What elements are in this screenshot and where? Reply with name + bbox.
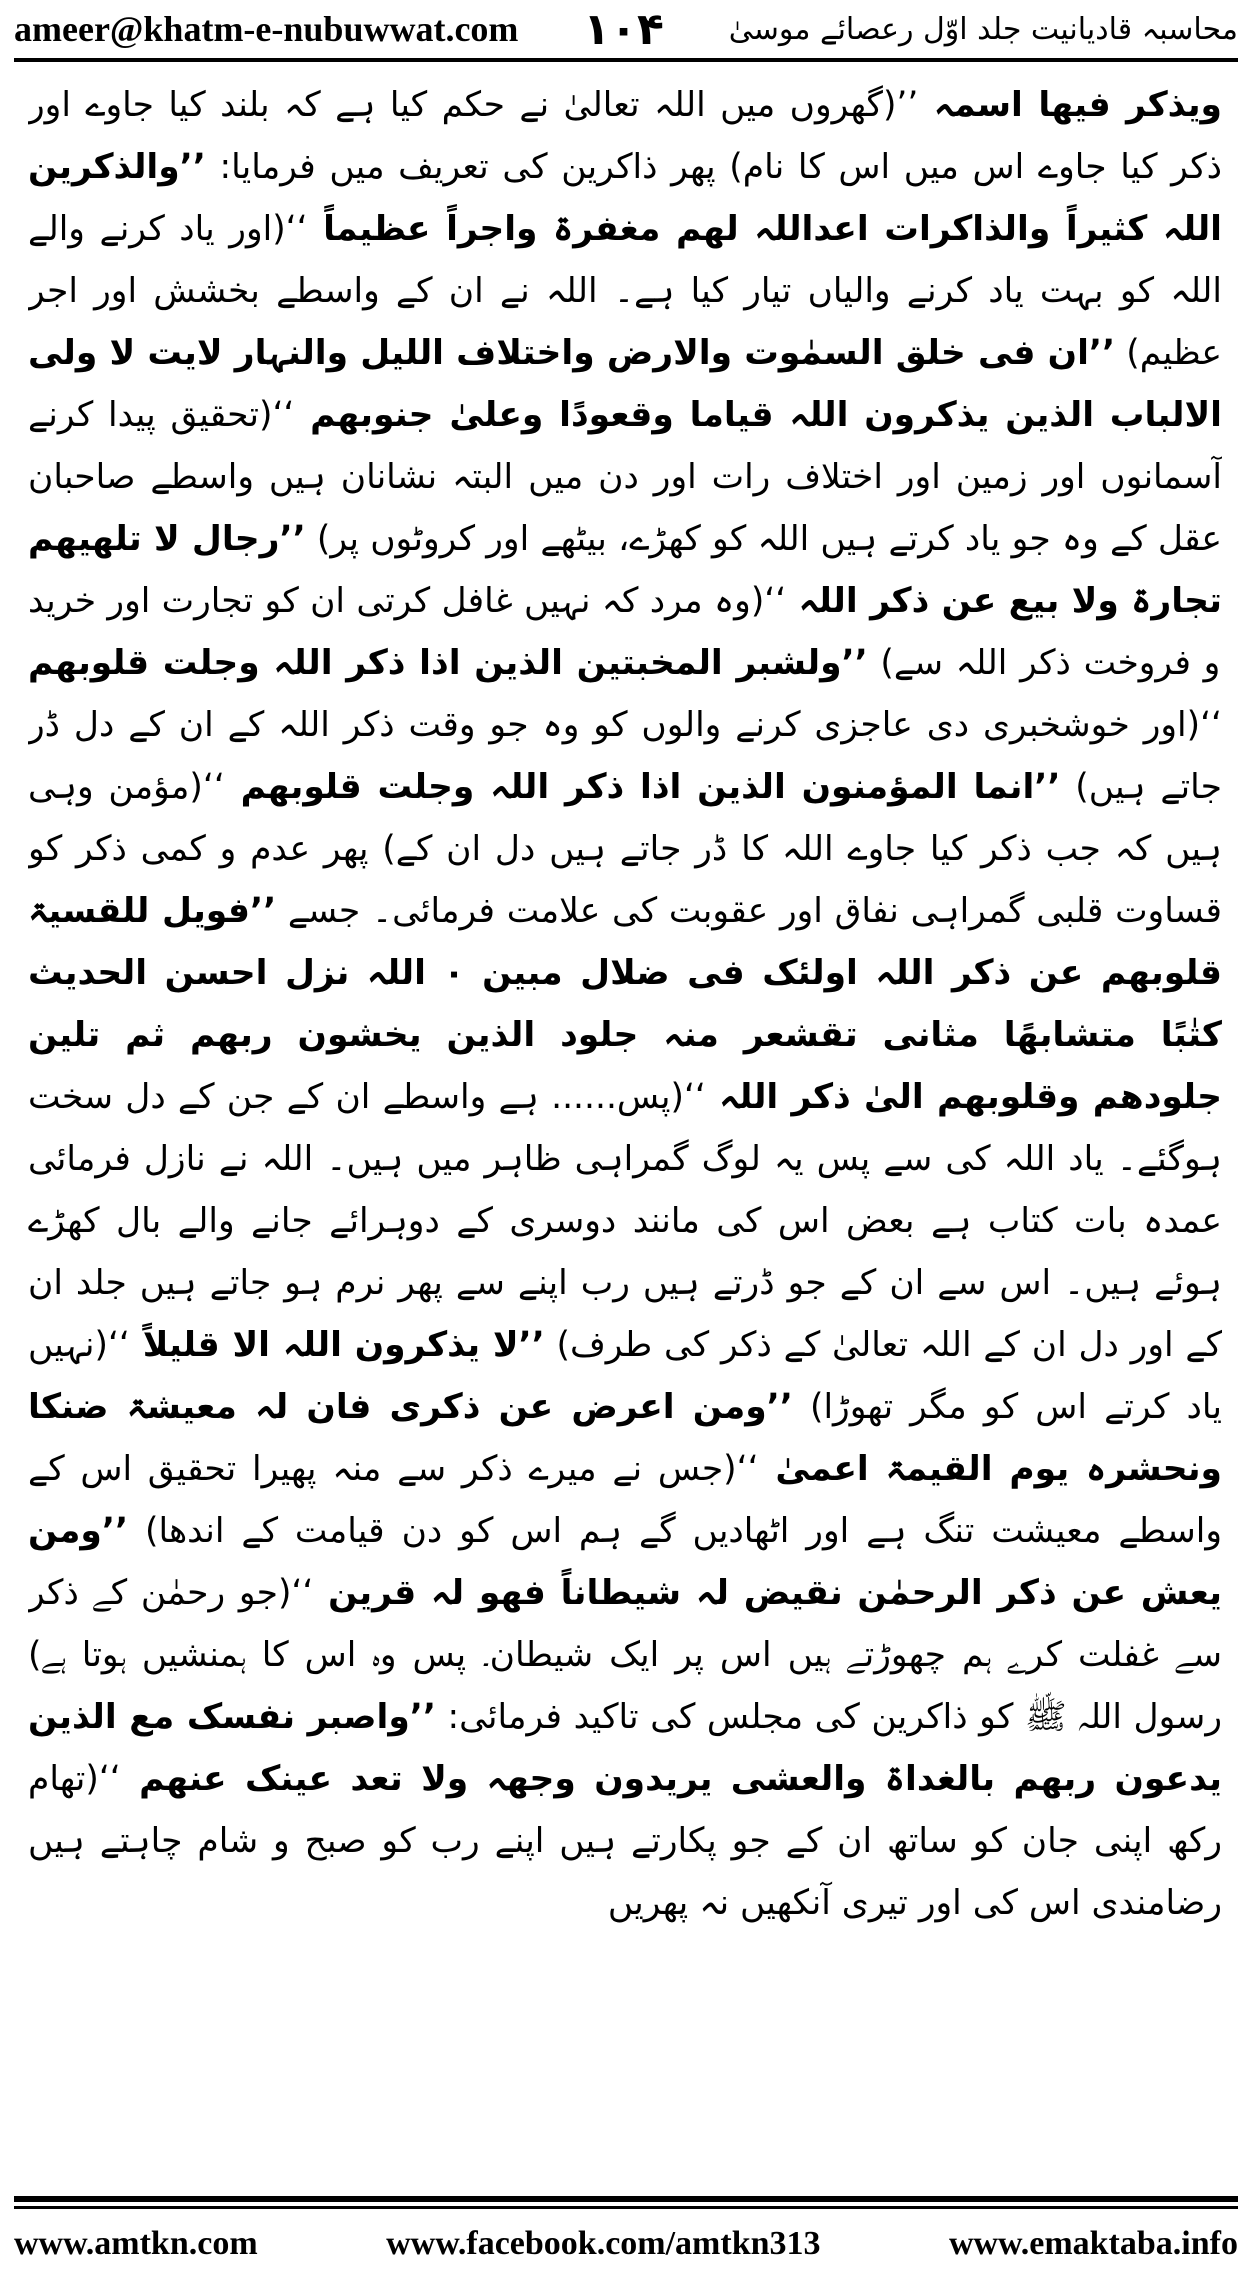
body-text xyxy=(28,74,1222,2182)
arabic-quote: ’’ومن یعش عن ذکر الرحمٰن نقیض لہ شیطاناً فھو لہ قرین xyxy=(28,1511,1222,1613)
arabic-quote: ’’ومن اعرض عن ذکری فان لہ معیشۃ ضنکا ونحشرہ یوم القیمۃ اعمیٰ xyxy=(28,1387,1222,1489)
arabic-quote: ’’ولشبر المخبتین الذین اذا ذکر اللہ وجلت قلوبھم xyxy=(28,643,868,683)
urdu-text: ‘‘(پس...... ہے واسطے ان کے جن کے دل سخت ہوگئے۔ یاد اللہ کی سے پس یہ لوگ گمراہی ظاہر میں ہیں۔ اللہ نے نازل فرمائی عمدہ بات کتاب ہے بعض اس کی مانند دوسری کے دوہرائے جانے والے بال کھڑے ہوئے ہیں۔ اس سے ان کے جو ڈرتے ہیں رب اپنے سے پھر نرم ہو جاتے ہیں جلد ان کے اور دل ان کے اللہ تعالیٰ کے ذکر کی طرف) xyxy=(28,1077,1222,1365)
urdu-text: ‘‘(وہ مرد کہ نہیں غافل کرتی ان کو تجارت اور خرید و فروخت ذکر اللہ سے) xyxy=(28,581,1221,683)
arabic-quote: ’’لا یذکرون اللہ الا قلیلاً xyxy=(129,1325,545,1365)
arabic-quote: ویذکر فیھا اسمہ xyxy=(918,85,1222,125)
urdu-text: ‘‘(اور خوشخبری دی عاجزی کرنے والوں کو وہ جو وقت ذکر اللہ کے ان کے دل ڈر جاتے ہیں) xyxy=(28,705,1222,807)
urdu-text: ’’(گھروں میں اللہ تعالیٰ نے حکم کیا ہے کہ بلند کیا جاوے اور ذکر کیا جاوے اس میں اس کا نام) پھر ذاکرین کی تعریف میں فرمایا: xyxy=(28,85,1222,187)
book-title: محاسبہ قادیانیت جلد اوّل رعصائے موسیٰ xyxy=(728,11,1238,47)
urdu-text: ‘‘(نہیں یاد کرتے اس کو مگر تھوڑا) xyxy=(28,1325,1222,1427)
arabic-quote: ’’والذکرین اللہ کثیراً والذاکرات اعداللہ لھم مغفرۃ واجراً عظیماً xyxy=(28,147,1222,249)
page-number: ۱۰۴ xyxy=(583,3,664,55)
page-header xyxy=(14,0,1238,62)
arabic-quote: ’’ان فی خلق السمٰوت والارض واختلاف اللیل والنہار لایت لا ولی الالباب الذین یذکرون اللہ قیاما وقعودًا وعلیٰ جنوبھم xyxy=(28,333,1222,435)
urdu-text: ‘‘(تھام رکھ اپنی جان کو ساتھ ان کے جو پکارتے ہیں اپنے رب کو صبح و شام چاہتے ہیں رضامندی اس کی اور تیری آنکھیں نہ پھریں xyxy=(28,1759,1222,1923)
arabic-quote: ’’انما المؤمنون الذین اذا ذکر اللہ وجلت قلوبھم xyxy=(224,767,1061,807)
footer-rule xyxy=(14,2206,1238,2209)
urdu-text: ‘‘(اور یاد کرنے والے اللہ کو بہت یاد کرنے والیاں تیار کیا ہے۔ اللہ نے ان کے واسطے بخشش اور اجر عظیم) xyxy=(28,209,1222,373)
footer-link-emaktaba[interactable]: www.emaktaba.info xyxy=(948,2225,1238,2262)
arabic-quote: ’’واصبر نفسک مع الذین یدعون ربھم بالغداۃ والعشی یریدون وجھہ ولا تعد عینک عنھم xyxy=(28,1697,1222,1799)
footer-rule xyxy=(14,2196,1238,2202)
arabic-quote: ’’فویل للقسیۃ قلوبھم عن ذکر اللہ اولئک فی ضلال مبین ۰ اللہ نزل احسن الحدیث کتٰبًا متشابھًا مثانی تقشعر منہ جلود الذین یخشون ربھم ثم تلین جلودھم وقلوبھم الیٰ ذکر اللہ xyxy=(28,891,1222,1117)
urdu-text: ‘‘(جو رحمٰن کے ذکر سے غفلت کرے ہم چھوڑتے ہیں اس پر ایک شیطان۔ پس وہ اس کا ہمنشیں ہوتا ہے) رسول اللہ ﷺ کو ذاکرین کی مجلس کی تاکید فرمائی: xyxy=(28,1573,1222,1737)
header-email: ameer@khatm-e-nubuwwat.com xyxy=(14,9,519,49)
footer-link-facebook[interactable]: www.facebook.com/amtkn313 xyxy=(386,2225,821,2262)
urdu-text: ‘‘(مؤمن وہی ہیں کہ جب ذکر کیا جاوے اللہ کا ڈر جاتے ہیں دل ان کے) پھر عدم و کمی ذکر کو قساوت قلبی گمراہی نفاق اور عقوبت کی علامت فرمائی۔ جسے xyxy=(28,767,1222,931)
page-footer xyxy=(14,2214,1238,2274)
urdu-text: ‘‘(جس نے میرے ذکر سے منہ پھیرا تحقیق اس کے واسطے معیشت تنگ ہے اور اٹھادیں گے ہم اس کو دن قیامت کے اندھا) xyxy=(28,1449,1222,1551)
urdu-text: ‘‘(تحقیق پیدا کرنے آسمانوں اور زمین اور اختلاف رات اور دن میں البتہ نشانان ہیں واسطے صاحبان عقل کے وہ جو یاد کرتے ہیں اللہ کو کھڑے، بیٹھے اور کروٹوں پر) xyxy=(28,395,1222,559)
arabic-quote: ’’رجال لا تلھیھم تجارۃ ولا بیع عن ذکر اللہ xyxy=(28,519,1222,621)
footer-link-amtkn[interactable]: www.amtkn.com xyxy=(14,2225,258,2262)
